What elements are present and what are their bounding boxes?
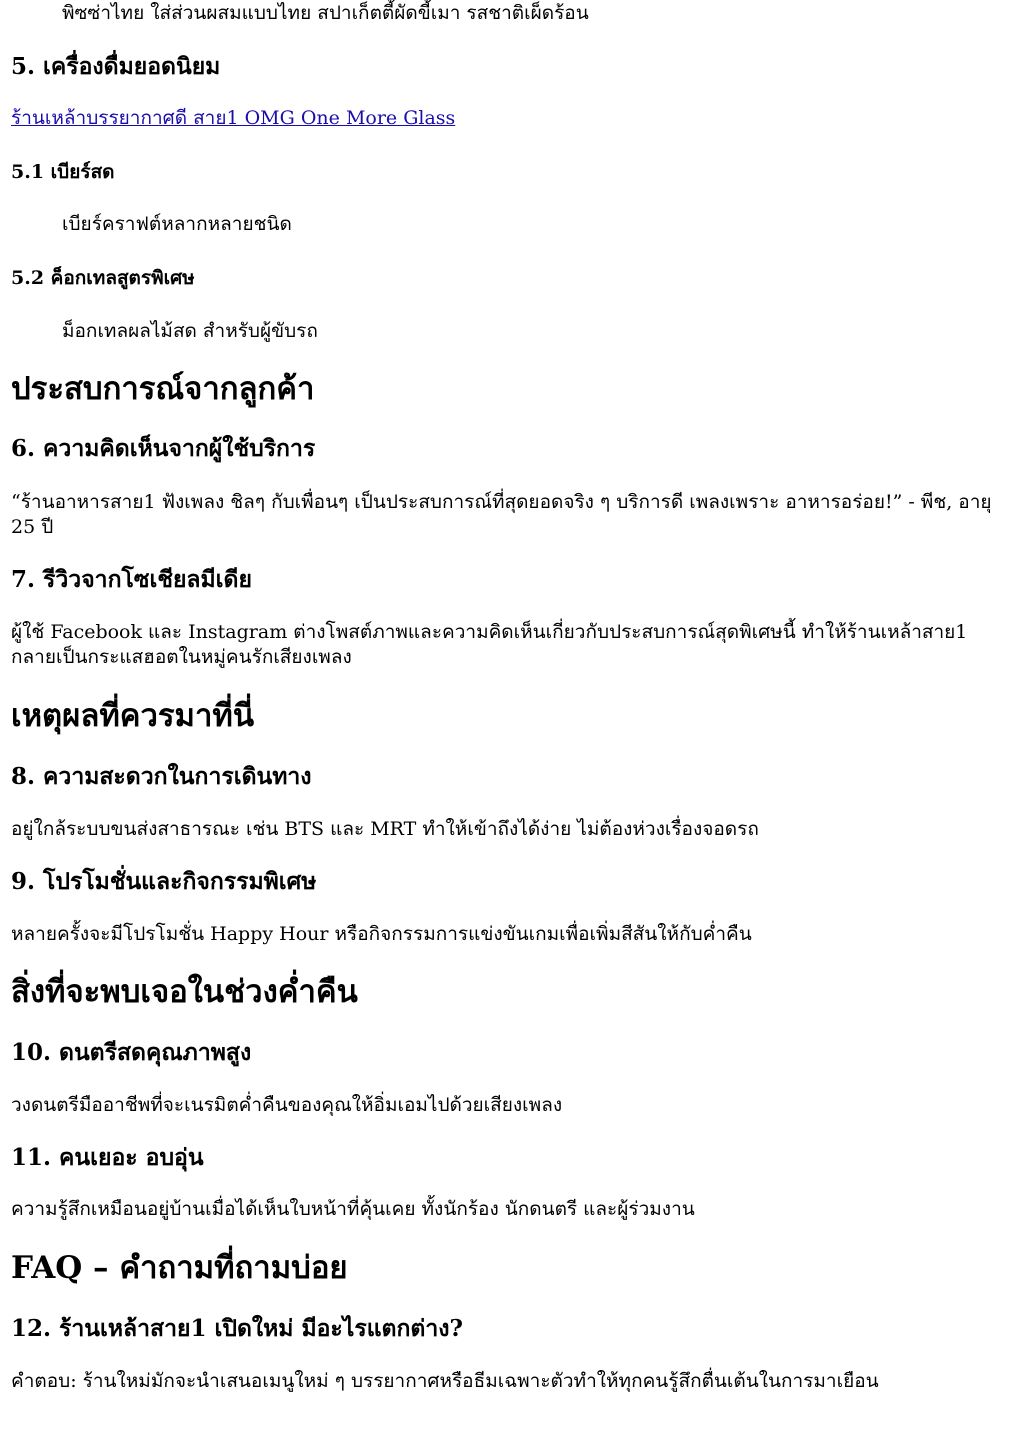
heading-drinks: 5. เครื่องดื่มยอดนิยม <box>11 53 221 80</box>
social-reviews-text: ผู้ใช้ Facebook และ Instagram ต่างโพสต์ภาพและความคิดเห็นเกี่ยวกับประสบการณ์สุดพิเศษนี้ ทำให้ร้านเหล้าสาย1 กลายเป็นกระแสฮอตในหมู่คนรักเสียงเพลง <box>11 621 968 668</box>
heading-nightlife: สิ่งที่จะพบเจอในช่วงค่ำคืน <box>11 974 358 1010</box>
heading-faq: FAQ – คำถามที่ถามบ่อย <box>11 1250 348 1286</box>
convenience-text: อยู่ใกล้ระบบขนส่งสาธารณะ เช่น BTS และ MRT ทำให้เข้าถึงได้ง่าย ไม่ต้องห่วงเรื่องจอดรถ <box>11 818 759 840</box>
heading-live-music: 10. ดนตรีสดคุณภาพสูง <box>11 1039 252 1066</box>
pizza-description: พิซซ่าไทย ใส่ส่วนผสมแบบไทย สปาเก็ตตี้ผัดขี้เมา รสชาติเผ็ดร้อน <box>62 2 589 24</box>
heading-promotions: 9. โปรโมชั่นและกิจกรรมพิเศษ <box>11 868 317 895</box>
answer-12-text: คำตอบ: ร้านใหม่มักจะนำเสนอเมนูใหม่ ๆ บรรยากาศหรือธีมเฉพาะตัวทำให้ทุกคนรู้สึกตื่นเต้นในการมาเยือน <box>11 1370 879 1392</box>
crowd-text: ความรู้สึกเหมือนอยู่บ้านเมื่อได้เห็นใบหน้าที่คุ้นเคย ทั้งนักร้อง นักดนตรี และผู้ร่วมงาน <box>11 1198 695 1220</box>
feedback-quote: “ร้านอาหารสาย1 ฟังเพลง ชิลๆ กับเพื่อนๆ เป็นประสบการณ์ที่สุดยอดจริง ๆ บริการดี เพลงเพราะ อาหารอร่อย!” - พีช, อายุ 25 ปี <box>11 491 992 538</box>
bar-link[interactable]: ร้านเหล้าบรรยากาศดี สาย1 OMG One More Glass <box>11 107 456 129</box>
heading-social-reviews: 7. รีวิวจากโซเชียลมีเดีย <box>11 566 252 593</box>
heading-question-12: 12. ร้านเหล้าสาย1 เปิดใหม่ มีอะไรแตกต่าง? <box>11 1315 463 1342</box>
heading-feedback: 6. ความคิดเห็นจากผู้ใช้บริการ <box>11 435 316 462</box>
live-music-text: วงดนตรีมืออาชีพที่จะเนรมิตค่ำคืนของคุณให้อิ่มเอมไปด้วยเสียงเพลง <box>11 1094 563 1116</box>
heading-customer-experience: ประสบการณ์จากลูกค้า <box>11 371 315 407</box>
heading-reasons: เหตุผลที่ควรมาที่นี่ <box>11 698 255 734</box>
heading-convenience: 8. ความสะดวกในการเดินทาง <box>11 763 312 790</box>
heading-cocktail: 5.2 ค็อกเทลสูตรพิเศษ <box>11 267 195 289</box>
heading-crowd: 11. คนเยอะ อบอุ่น <box>11 1144 204 1171</box>
cocktail-description: ม็อกเทลผลไม้สด สำหรับผู้ขับรถ <box>62 320 318 342</box>
promotions-text: หลายครั้งจะมีโปรโมชั่น Happy Hour หรือกิจกรรมการแข่งขันเกมเพื่อเพิ่มสีสันให้กับค่ำคืน <box>11 923 752 945</box>
heading-beer: 5.1 เบียร์สด <box>11 161 115 183</box>
drinks-paragraph <box>11 106 455 131</box>
beer-description: เบียร์คราฟต์หลากหลายชนิด <box>62 213 292 235</box>
